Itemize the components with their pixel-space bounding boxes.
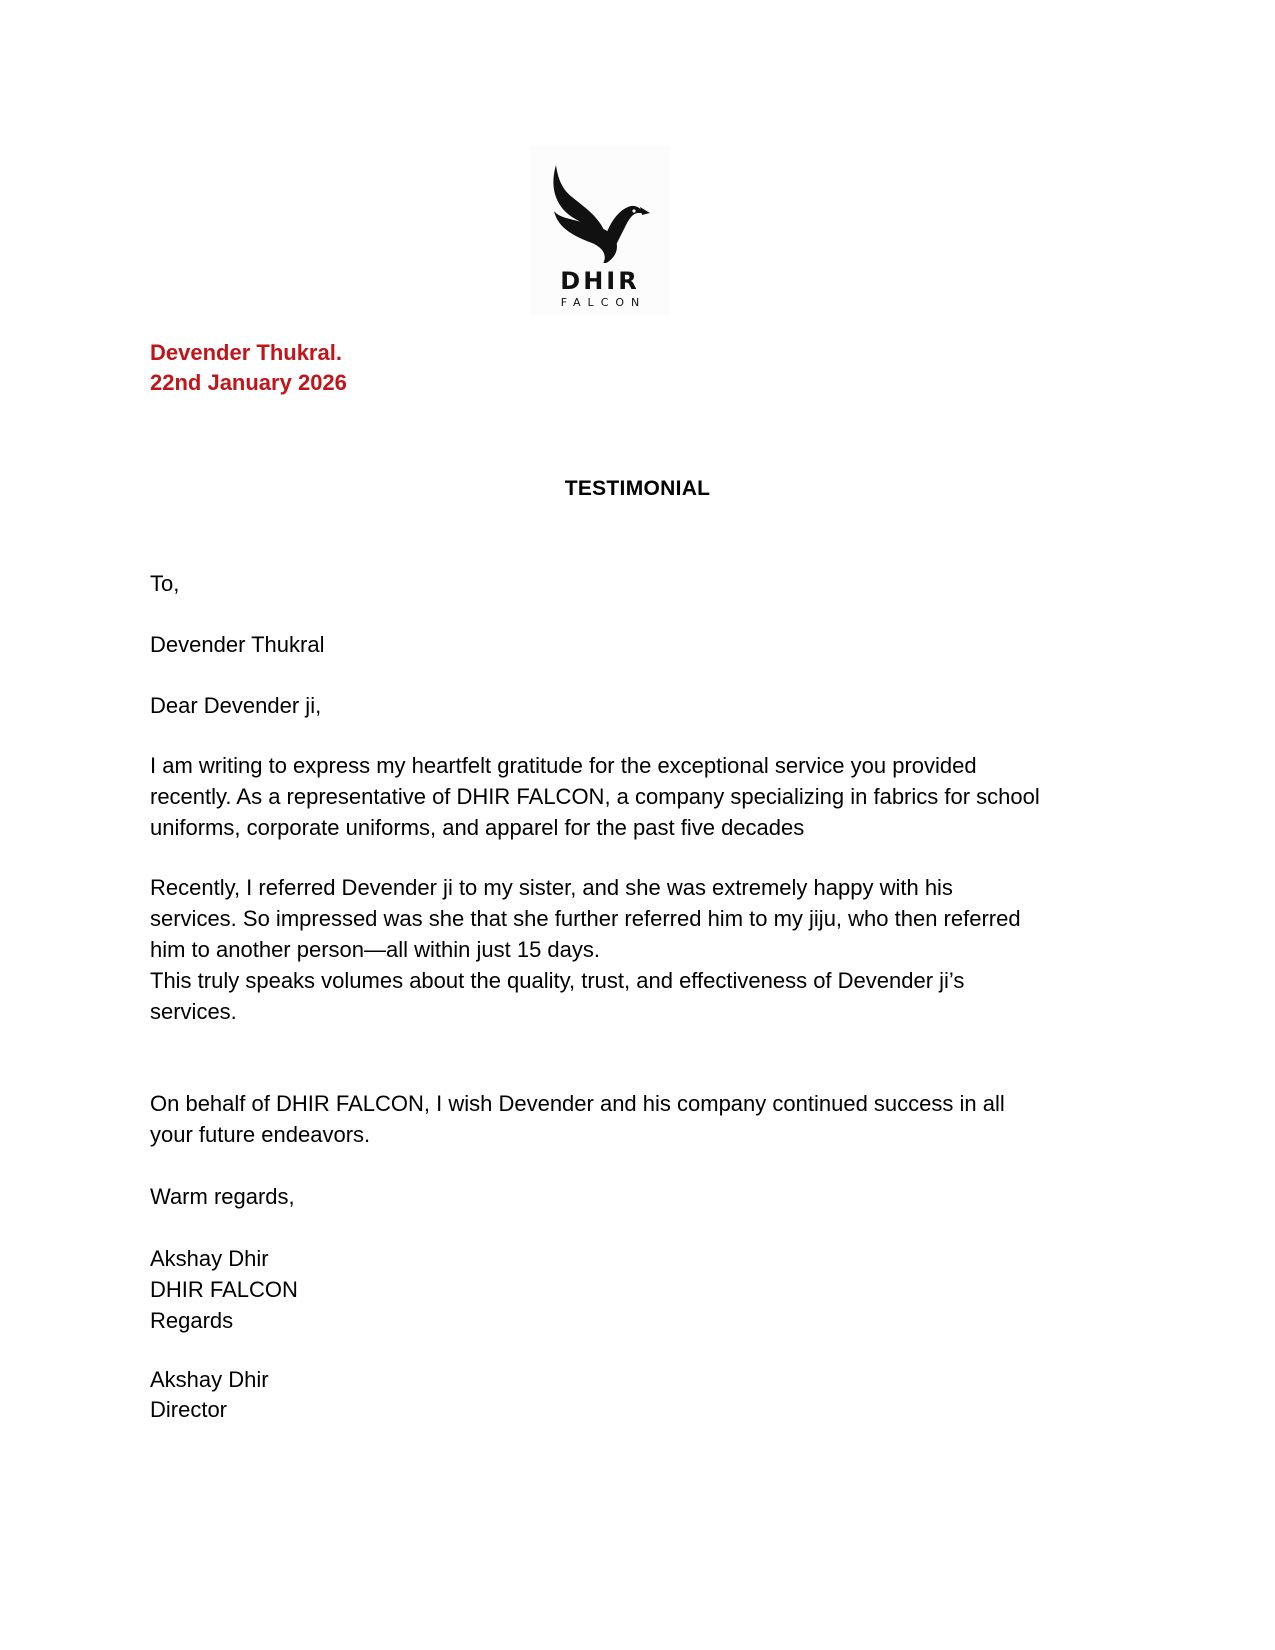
paragraph2-line: services. So impressed was she that she further referred him to my jiju, who then referred	[150, 906, 1021, 931]
signature-company: DHIR FALCON	[150, 1277, 298, 1302]
falcon-icon	[548, 163, 652, 263]
signature-name: Akshay Dhir	[150, 1367, 269, 1392]
logo-subword: FALCON	[560, 296, 647, 309]
paragraph2-line: services.	[150, 999, 237, 1024]
recipient-name: Devender Thukral	[150, 632, 325, 657]
paragraph1-line: recently. As a representative of DHIR FALCON, a company specializing in fabrics for school	[150, 784, 1040, 809]
paragraph1-line: uniforms, corporate uniforms, and apparel for the past five decades	[150, 815, 805, 840]
paragraph1-line: I am writing to express my heartfelt gratitude for the exceptional service you provided	[150, 753, 977, 778]
paragraph2-line: This truly speaks volumes about the quality, trust, and effectiveness of Devender ji’s	[150, 968, 965, 993]
logo-wordmark: DHIR	[560, 267, 640, 295]
header-name: Devender Thukral.	[150, 340, 342, 365]
paragraph3-line: On behalf of DHIR FALCON, I wish Devender and his company continued success in all	[150, 1091, 1005, 1116]
salutation-to: To,	[150, 571, 180, 596]
signature-regards: Regards	[150, 1308, 234, 1333]
signature-name: Akshay Dhir	[150, 1246, 269, 1271]
paragraph2-line: Recently, I referred Devender ji to my sister, and she was extremely happy with his	[150, 875, 953, 900]
header-date: 22nd January 2026	[150, 370, 347, 395]
signature-role: Director	[150, 1397, 228, 1422]
document-title: TESTIMONIAL	[564, 477, 711, 500]
greeting: Dear Devender ji,	[150, 693, 322, 718]
closing: Warm regards,	[150, 1184, 295, 1209]
paragraph2-line: him to another person—all within just 15 days.	[150, 937, 601, 962]
paragraph3-line: your future endeavors.	[150, 1122, 371, 1147]
company-logo	[530, 145, 670, 315]
